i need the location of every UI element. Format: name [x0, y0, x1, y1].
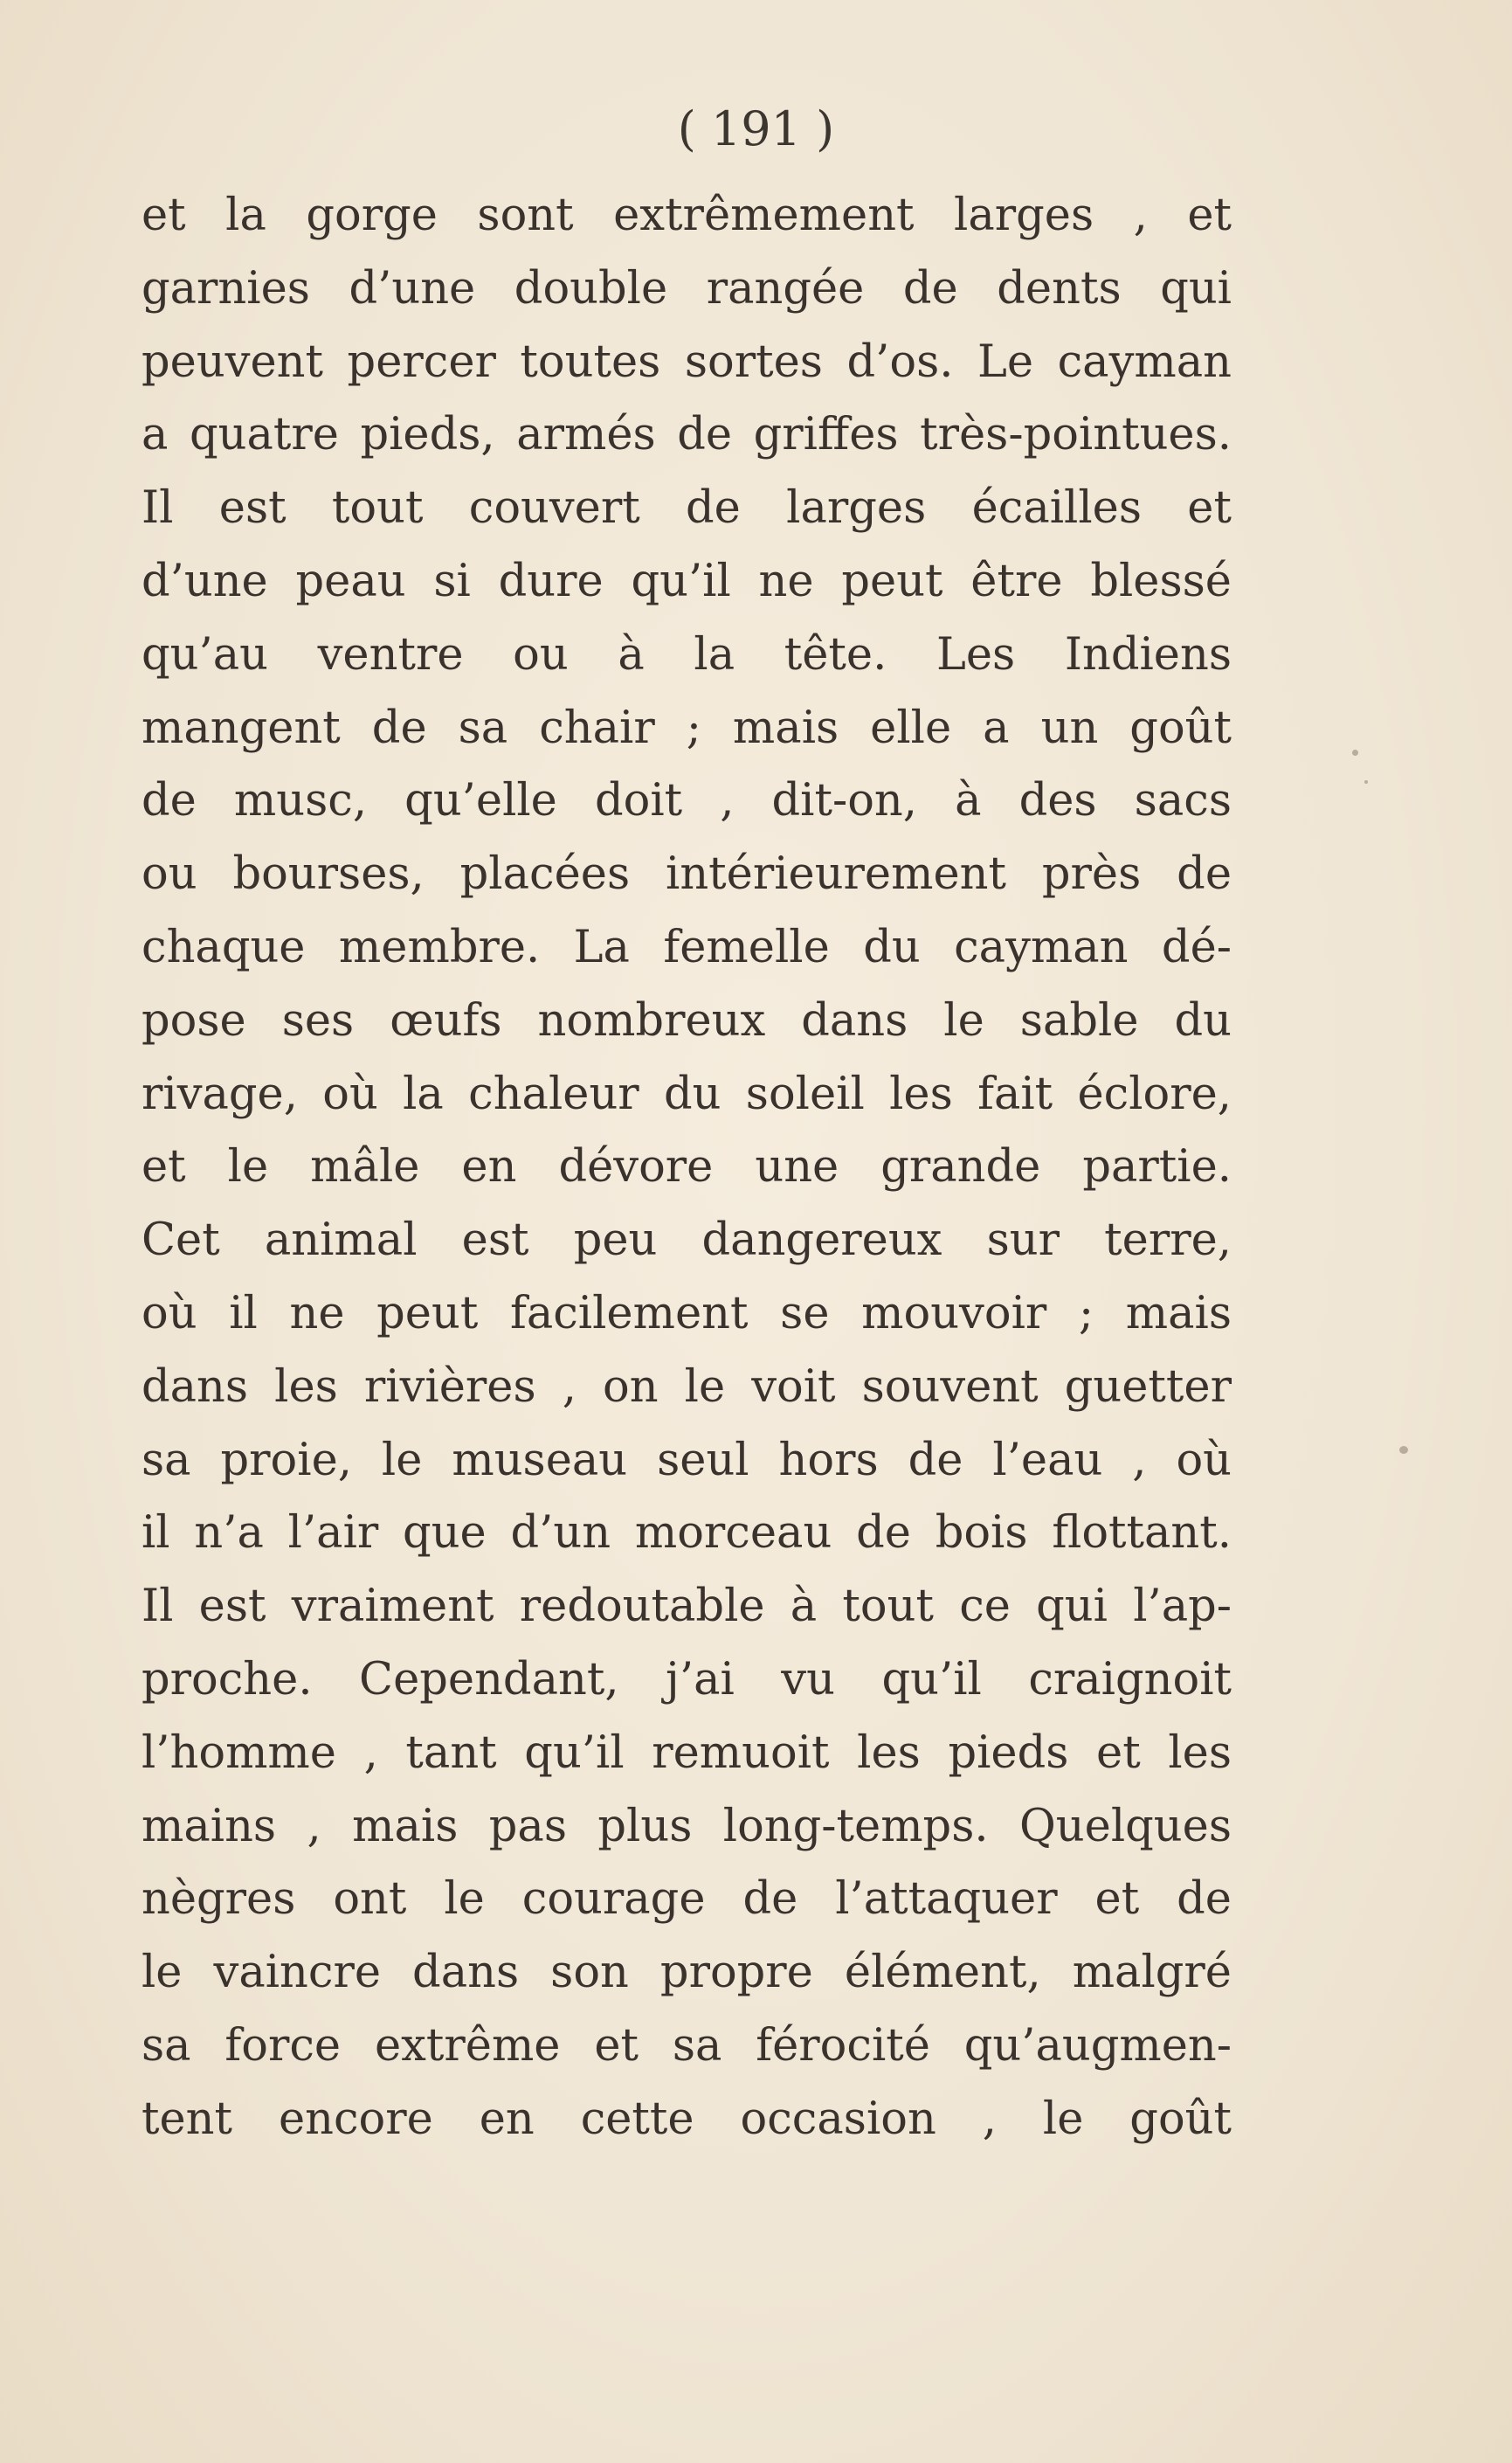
- text-line: pose ses œufs nombreux dans le sable du: [142, 994, 1232, 1047]
- text-line: et le mâle en dévore une grande partie.: [142, 1141, 1232, 1193]
- text-line: de musc, qu’elle doit , dit-on, à des sacs: [142, 775, 1232, 827]
- text-line: tent encore en cette occasion , le goût: [142, 2093, 1232, 2145]
- paper-speck: [1399, 1446, 1408, 1454]
- text-line: peuvent percer toutes sortes d’os. Le cayman: [142, 336, 1232, 388]
- text-line: garnies d’une double rangée de dents qui: [142, 262, 1232, 315]
- paper-speck: [1352, 750, 1358, 756]
- text-line: le vaincre dans son propre élément, malgré: [142, 1947, 1232, 1999]
- text-line: d’une peau si dure qu’il ne peut être blessé: [142, 555, 1232, 607]
- text-line: dans les rivières , on le voit souvent guetter: [142, 1360, 1232, 1413]
- text-line: sa force extrême et sa férocité qu’augmen-: [142, 2019, 1232, 2072]
- text-line: Il est tout couvert de larges écailles et: [142, 482, 1232, 535]
- text-line: ou bourses, placées intérieurement près de: [142, 848, 1232, 901]
- text-line: Il est vraiment redoutable à tout ce qui l’ap-: [142, 1581, 1232, 1633]
- text-line: proche. Cependant, j’ai vu qu’il craignoit: [142, 1653, 1232, 1705]
- text-line: a quatre pieds, armés de griffes très-pointues.: [142, 409, 1232, 461]
- page-number: ( 191 ): [677, 101, 835, 156]
- text-line: rivage, où la chaleur du soleil les fait éclore,: [142, 1068, 1232, 1120]
- text-line: où il ne peut facilement se mouvoir ; mais: [142, 1287, 1232, 1339]
- text-line: mains , mais pas plus long-temps. Quelques: [142, 1800, 1232, 1852]
- text-line: Cet animal est peu dangereux sur terre,: [142, 1214, 1232, 1267]
- text-line: l’homme , tant qu’il remuoit les pieds et les: [142, 1726, 1232, 1779]
- text-line: mangent de sa chair ; mais elle a un goût: [142, 702, 1232, 754]
- text-line: chaque membre. La femelle du cayman dé-: [142, 921, 1232, 973]
- text-line: nègres ont le courage de l’attaquer et de: [142, 1873, 1232, 1926]
- text-line: et la gorge sont extrêmement larges , et: [142, 190, 1232, 241]
- text-line: sa proie, le museau seul hors de l’eau , où: [142, 1434, 1232, 1486]
- text-line: qu’au ventre ou à la tête. Les Indiens: [142, 628, 1232, 681]
- body-text: [142, 179, 1232, 2156]
- text-line: il n’a l’air que d’un morceau de bois flottant.: [142, 1507, 1232, 1560]
- paper-speck: [1364, 780, 1368, 784]
